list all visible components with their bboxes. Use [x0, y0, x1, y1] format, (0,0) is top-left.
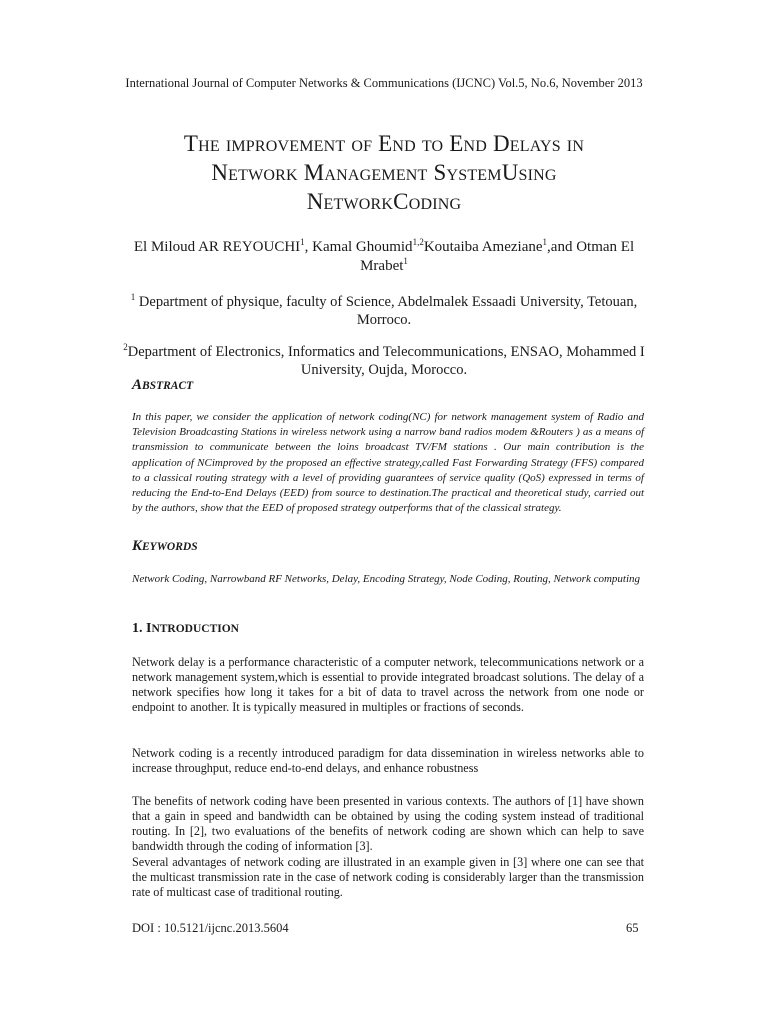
author-name: Otman El Mrabet — [360, 239, 635, 274]
introduction-heading-rest: NTRODUCTION — [151, 623, 239, 635]
author-affiliation-mark: 1 — [300, 237, 305, 247]
journal-header: International Journal of Computer Networks & Communications (IJCNC) Vol.5, No.6, November 2013 — [125, 76, 643, 90]
introduction-heading-number: 1. I — [132, 621, 152, 636]
author-name: Kamal Ghoumid — [312, 239, 413, 255]
keywords-heading — [132, 538, 198, 555]
intro-paragraph-4: Several advantages of network coding are illustrated in an example given in [3] where one can see that the multicast transmission rate in the case of network coding is considerably larger than the transmission rate of multicast case of traditional routing. — [132, 855, 644, 900]
author-separator: , — [304, 239, 313, 255]
author-affiliation-mark: 1 — [542, 237, 548, 247]
doi-footer: DOI : 10.5121/ijcnc.2013.5604 — [132, 921, 289, 935]
author-separator: ,and — [547, 239, 577, 255]
affiliation-2 — [118, 343, 650, 379]
intro-paragraph-3: The benefits of network coding have been presented in various contexts. The authors of [1] have shown that a gain in speed and bandwidth can be obtained by using the coding system instead of traditional routing. In [2], two evaluations of the benefits of network coding are shown which can help to save bandwidth through the coding of information [3]. — [132, 794, 644, 854]
abstract-heading-initial: A — [132, 377, 143, 393]
paper-title-line-1: The improvement of End to End Delays in — [183, 131, 585, 156]
affiliation-text: Department of physique, faculty of Science, Abdelmalek Essaadi University, Tetouan, Morroco. — [135, 294, 638, 328]
abstract-heading-rest: BSTRACT — [142, 380, 194, 392]
abstract-heading — [132, 377, 193, 394]
author-name: Koutaiba Ameziane — [423, 239, 543, 255]
affiliation-mark: 2 — [123, 342, 128, 352]
author-affiliation-mark: 1,2 — [412, 237, 424, 247]
intro-paragraph-2: Network coding is a recently introduced paradigm for data dissemination in wireless networks able to increase throughput, reduce end-to-end delays, and enhance robustness — [132, 746, 644, 776]
paper-title-line-2: Network Management SystemUsing — [211, 160, 557, 185]
page-number: 65 — [626, 921, 639, 935]
keywords-heading-rest: EYWORDS — [142, 541, 198, 553]
author-affiliation-mark: 1 — [403, 256, 408, 266]
paper-title-line-3: NetworkCoding — [306, 189, 462, 214]
affiliation-text: Department of Electronics, Informatics and Telecommunications, ENSAO, Mohammed I University, Oujda, Morocco. — [127, 344, 645, 378]
abstract-text: In this paper, we consider the application of network coding(NC) for network management system of Radio and Television Broadcasting Stations in wireless network using a narrow band radios modem &Routers ) as a means of transmission to communicate between the loins broadcast TV/FM stations . Our main contribution is the application of NCimproved by the proposed an effective strategy,called Fast Forwarding Strategy (FFS) compared to a classical routing strategy with a level of providing guarantees of service quality (QoS) expressed in terms of reducing the End-to-End Delays (EED) from source to destination.The practical and theoretical study, carried out by the authors, show that the EED of proposed strategy outperforms that of the classical strategy. — [132, 411, 644, 515]
intro-paragraph-1: Network delay is a performance characteristic of a computer network, telecommunications network or a network management system,which is essential to provide integrated broadcast solutions. The delay of a network specifies how long it takes for a bit of data to travel across the network from one node or endpoint to another. It is typically measured in multiples or fractions of seconds. — [132, 655, 644, 715]
affiliation-1 — [118, 293, 650, 329]
introduction-heading — [132, 621, 239, 637]
keywords-text: Network Coding, Narrowband RF Networks, Delay, Encoding Strategy, Node Coding, Routing, Network computing — [132, 573, 641, 585]
affiliation-mark: 1 — [130, 292, 136, 302]
author-list — [118, 238, 650, 276]
keywords-heading-initial: K — [132, 538, 143, 554]
author-name: El Miloud AR REYOUCHI — [133, 239, 301, 255]
